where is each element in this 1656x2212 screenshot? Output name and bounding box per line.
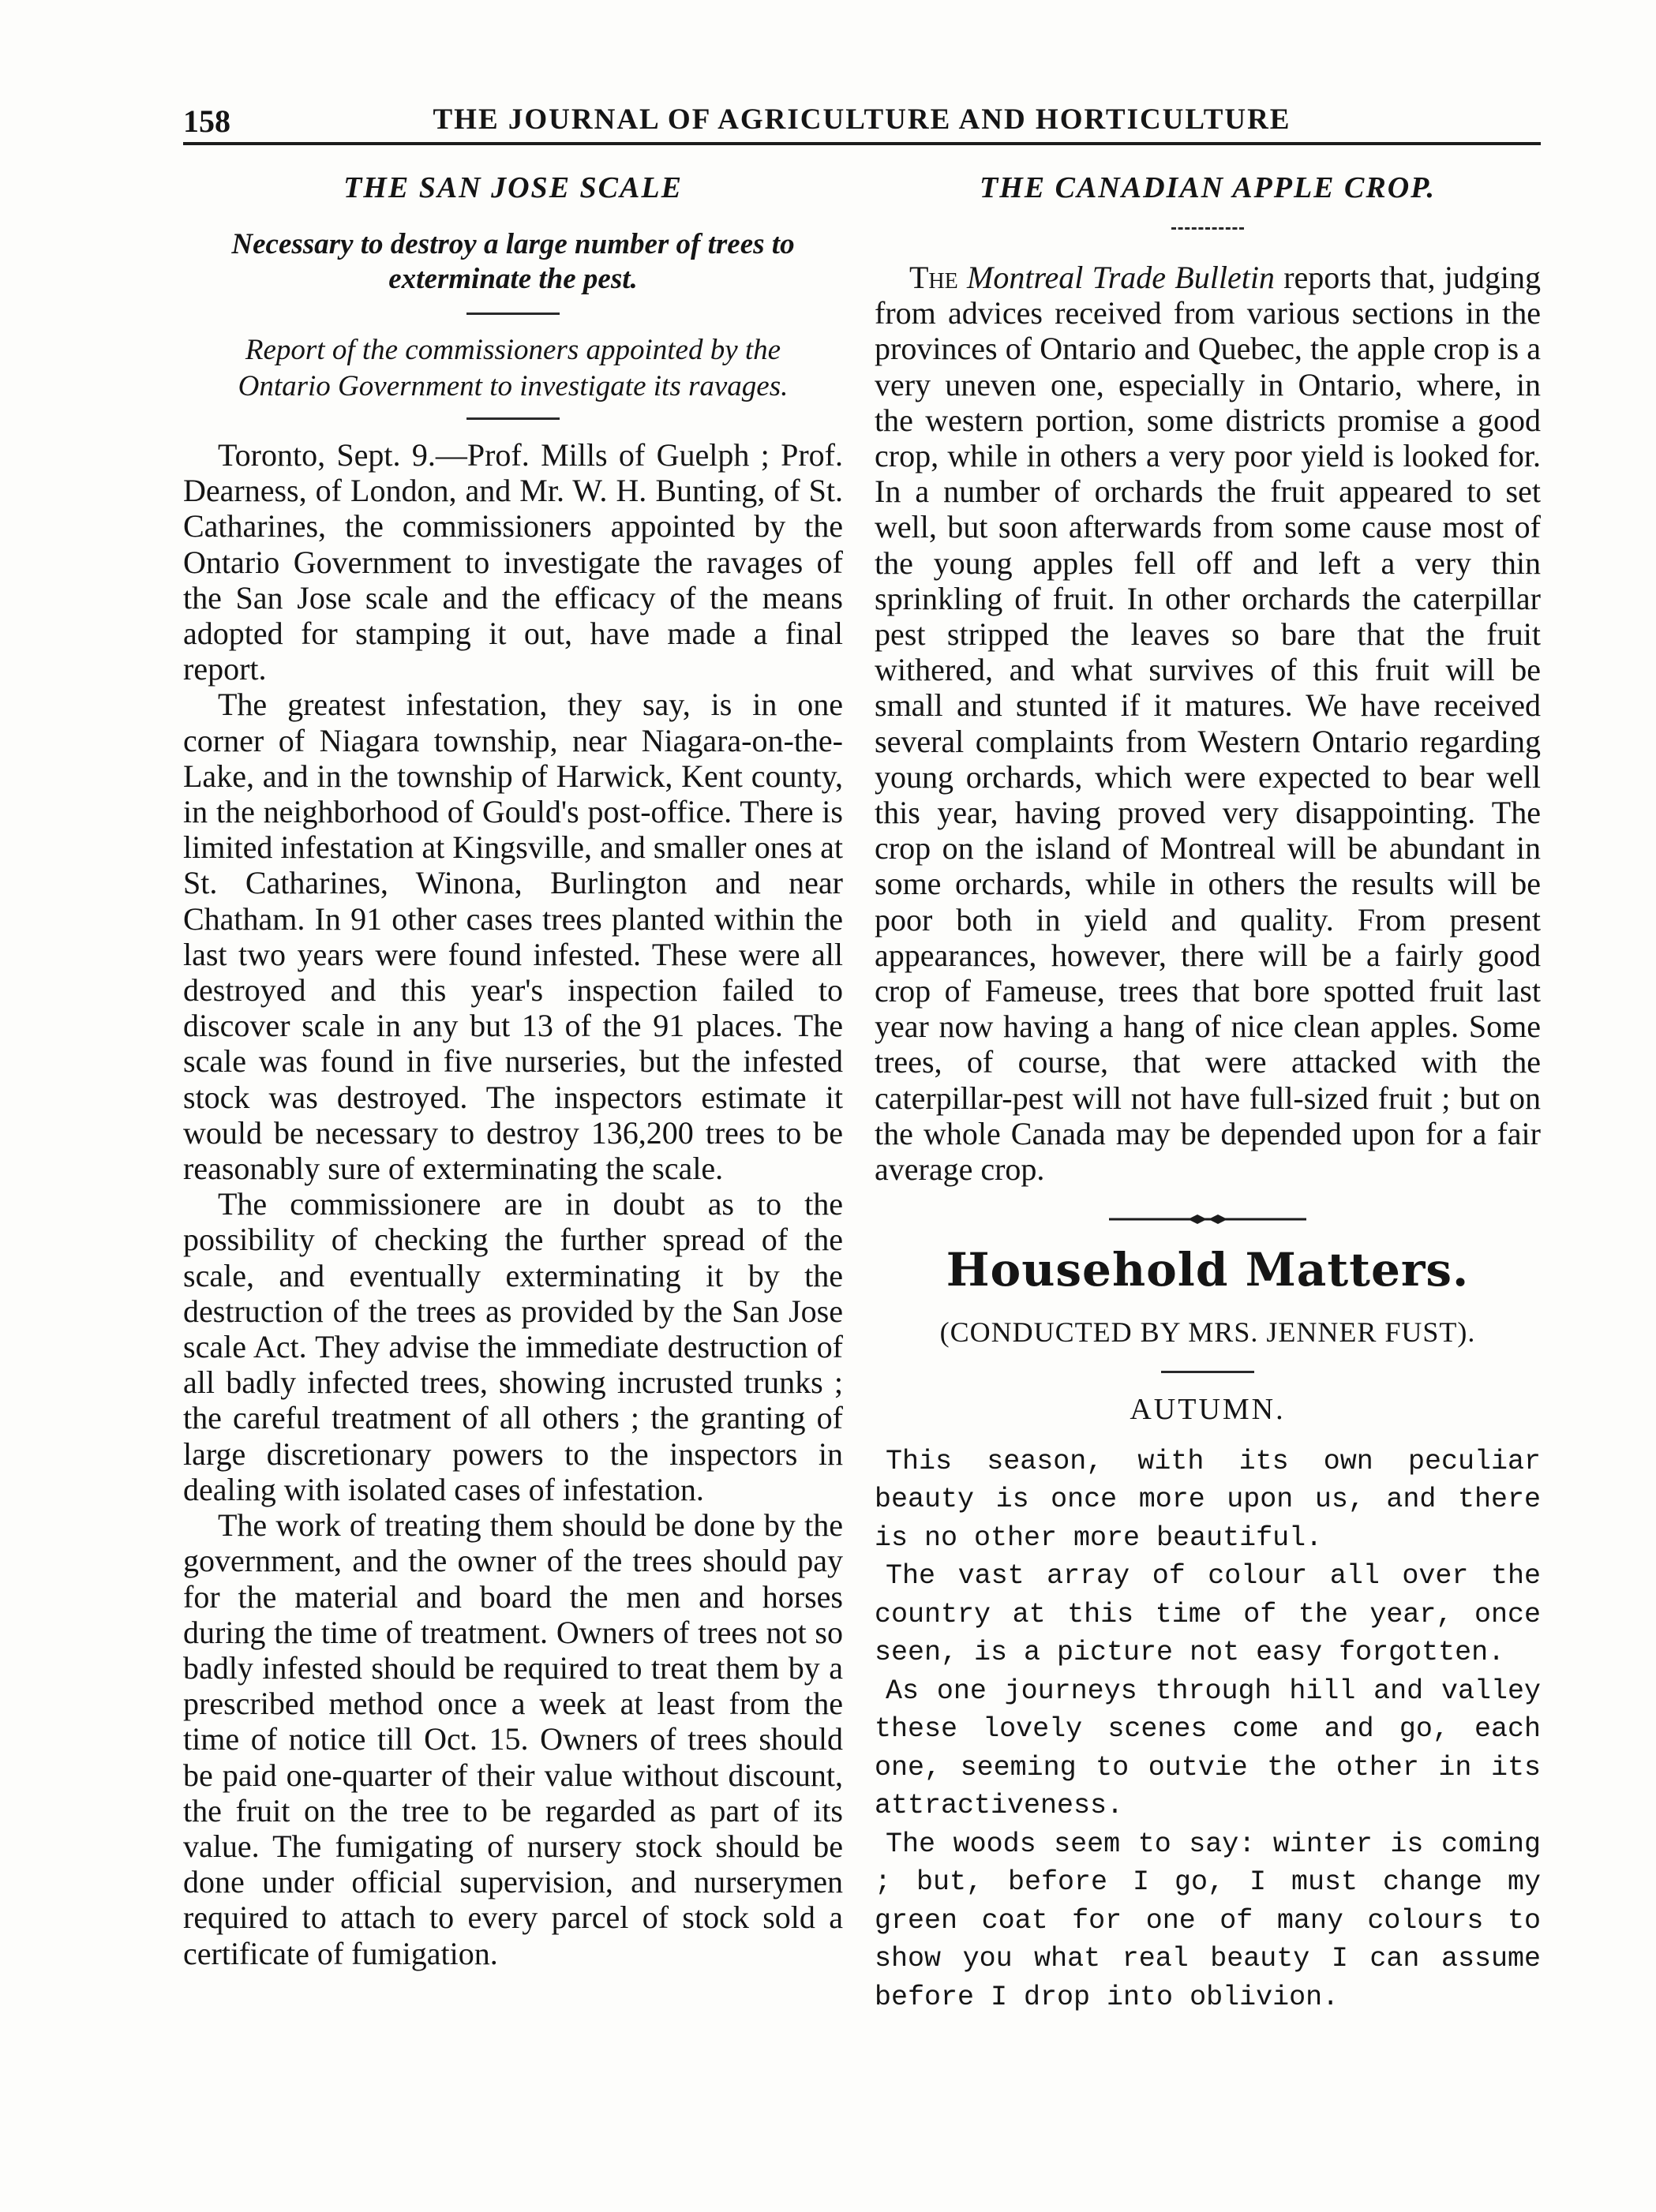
right-column	[875, 170, 1541, 2016]
lead-word: The	[909, 260, 958, 295]
ornament-rule	[1109, 1207, 1306, 1231]
paragraph: The greatest infestation, they say, is in one corner of Niagara township, near Niagara-on-the-Lake, and in the township of Harwick, Kent county, in the neighborhood of Gould's post-office. There is limited infestation at Kingsville, and smaller ones at St. Catharines, Winona, Burlington and near Chatham. In 91 other cases trees planted within the last two years were found infested. These were all destroyed and this year's inspection failed to discover scale in any but 13 of the 91 places. The scale was found in five nurseries, but the infested stock was destroyed. The inspectors estimate it would be necessary to destroy 136,200 trees to be reasonably sure of exterminating the scale.	[183, 687, 843, 1187]
paragraph: As one journeys through hill and valley these lovely scenes come and go, each one, seeming to outvie the other in its attractiveness.	[875, 1675, 1541, 1822]
divider	[1171, 227, 1244, 230]
san-jose-subhead: Necessary to destroy a large number of trees to exterminate the pest.	[231, 228, 795, 295]
running-header	[183, 98, 1541, 145]
divider	[466, 313, 560, 315]
apple-crop-title: THE CANADIAN APPLE CROP.	[980, 171, 1436, 204]
paragraph-body: reports that, judging from advices received from various sections in the provinces of Ontario and Quebec, the apple crop is a very uneven one, especially in Ontario, where, in the western portion, some districts promise a good crop, while in others a very poor yield is looked for. In a number of orchards the fruit appeared to set well, but soon afterwards from some cause most of the young apples fell off and left a very thin sprinkling of fruit. In other orchards the caterpillar pest stripped the leaves so bare that the fruit withered, and what survives of this fruit will be small and stunted if it matures. We have received several complaints from Western Ontario regarding young orchards, which were expected to bear well this year, having proved very disappointing. The crop on the island of Montreal will be abundant in some orchards, while in others the results will be poor both in yield and quality. From present appearances, however, there will be a fairly good crop of Fameuse, trees that bore spotted fruit last year now having a hang of nice clean apples. Some trees, of course, that were attacked with the caterpillar-pest will not have full-sized fruit ; but on the whole Canada may be depended upon for a fair average crop.	[875, 260, 1542, 1188]
paragraph: The vast array of colour all over the country at this time of the year, once seen, is a picture not easy forgotten.	[875, 1560, 1541, 1669]
san-jose-report-line: Report of the commissioners appointed by the Ontario Government to investigate its ravages.	[238, 334, 789, 402]
autumn-title: AUTUMN.	[1130, 1393, 1286, 1427]
conducted-by-line: (CONDUCTED BY MRS. JENNER FUST).	[939, 1316, 1476, 1349]
page-number: 158	[183, 103, 230, 139]
paragraph: The woods seem to say: winter is coming ; but, before I go, I must change my green coat for one of many colours to show you what real beauty I can assume before I drop into oblivion.	[875, 1828, 1541, 2013]
left-column	[183, 170, 843, 1971]
divider	[466, 417, 560, 420]
autumn-article	[875, 1443, 1541, 2017]
paragraph: Toronto, Sept. 9.—Prof. Mills of Guelph ; Prof. Dearness, of London, and Mr. W. H. Bunting, of St. Catharines, the commissioners appointed by the Ontario Government to investigate the ravages of the San Jose scale and the efficacy of the means adopted for stamping it out, have made a final report.	[183, 437, 843, 687]
san-jose-title: THE SAN JOSE SCALE	[343, 171, 683, 204]
publication-name: Montreal Trade Bulletin	[967, 260, 1275, 295]
paragraph: This season, with its own peculiar beauty is once more upon us, and there is no other more beautiful.	[875, 1445, 1541, 1554]
household-matters-title: Household Matters.	[946, 1243, 1470, 1297]
paragraph: The commissionere are in doubt as to the possibility of checking the further spread of the scale, and eventually exterminating it by the destruction of the trees as provided by the San Jose scale Act. They advise the immediate destruction of all badly infected trees, showing incrusted trunks ; the careful treatment of all others ; the granting of large discretionary powers to the inspectors in dealing with isolated cases of infestation.	[183, 1186, 843, 1507]
divider	[1161, 1371, 1254, 1373]
journal-title: THE JOURNAL OF AGRICULTURE AND HORTICULTURE	[433, 103, 1291, 136]
paragraph	[875, 260, 1541, 1187]
paragraph: The work of treating them should be done by the government, and the owner of the trees should pay for the material and board the men and horses during the time of treatment. Owners of trees not so badly infested should be required to treat them by a prescribed method once a week at least from the time of notice till Oct. 15. Owners of trees should be paid one-quarter of their value without discount, the fruit on the tree to be regarded as part of its value. The fumigating of nursery stock should be done under official supervision, and nurserymen required to attach to every parcel of stock sold a certificate of fumigation.	[183, 1507, 843, 1971]
